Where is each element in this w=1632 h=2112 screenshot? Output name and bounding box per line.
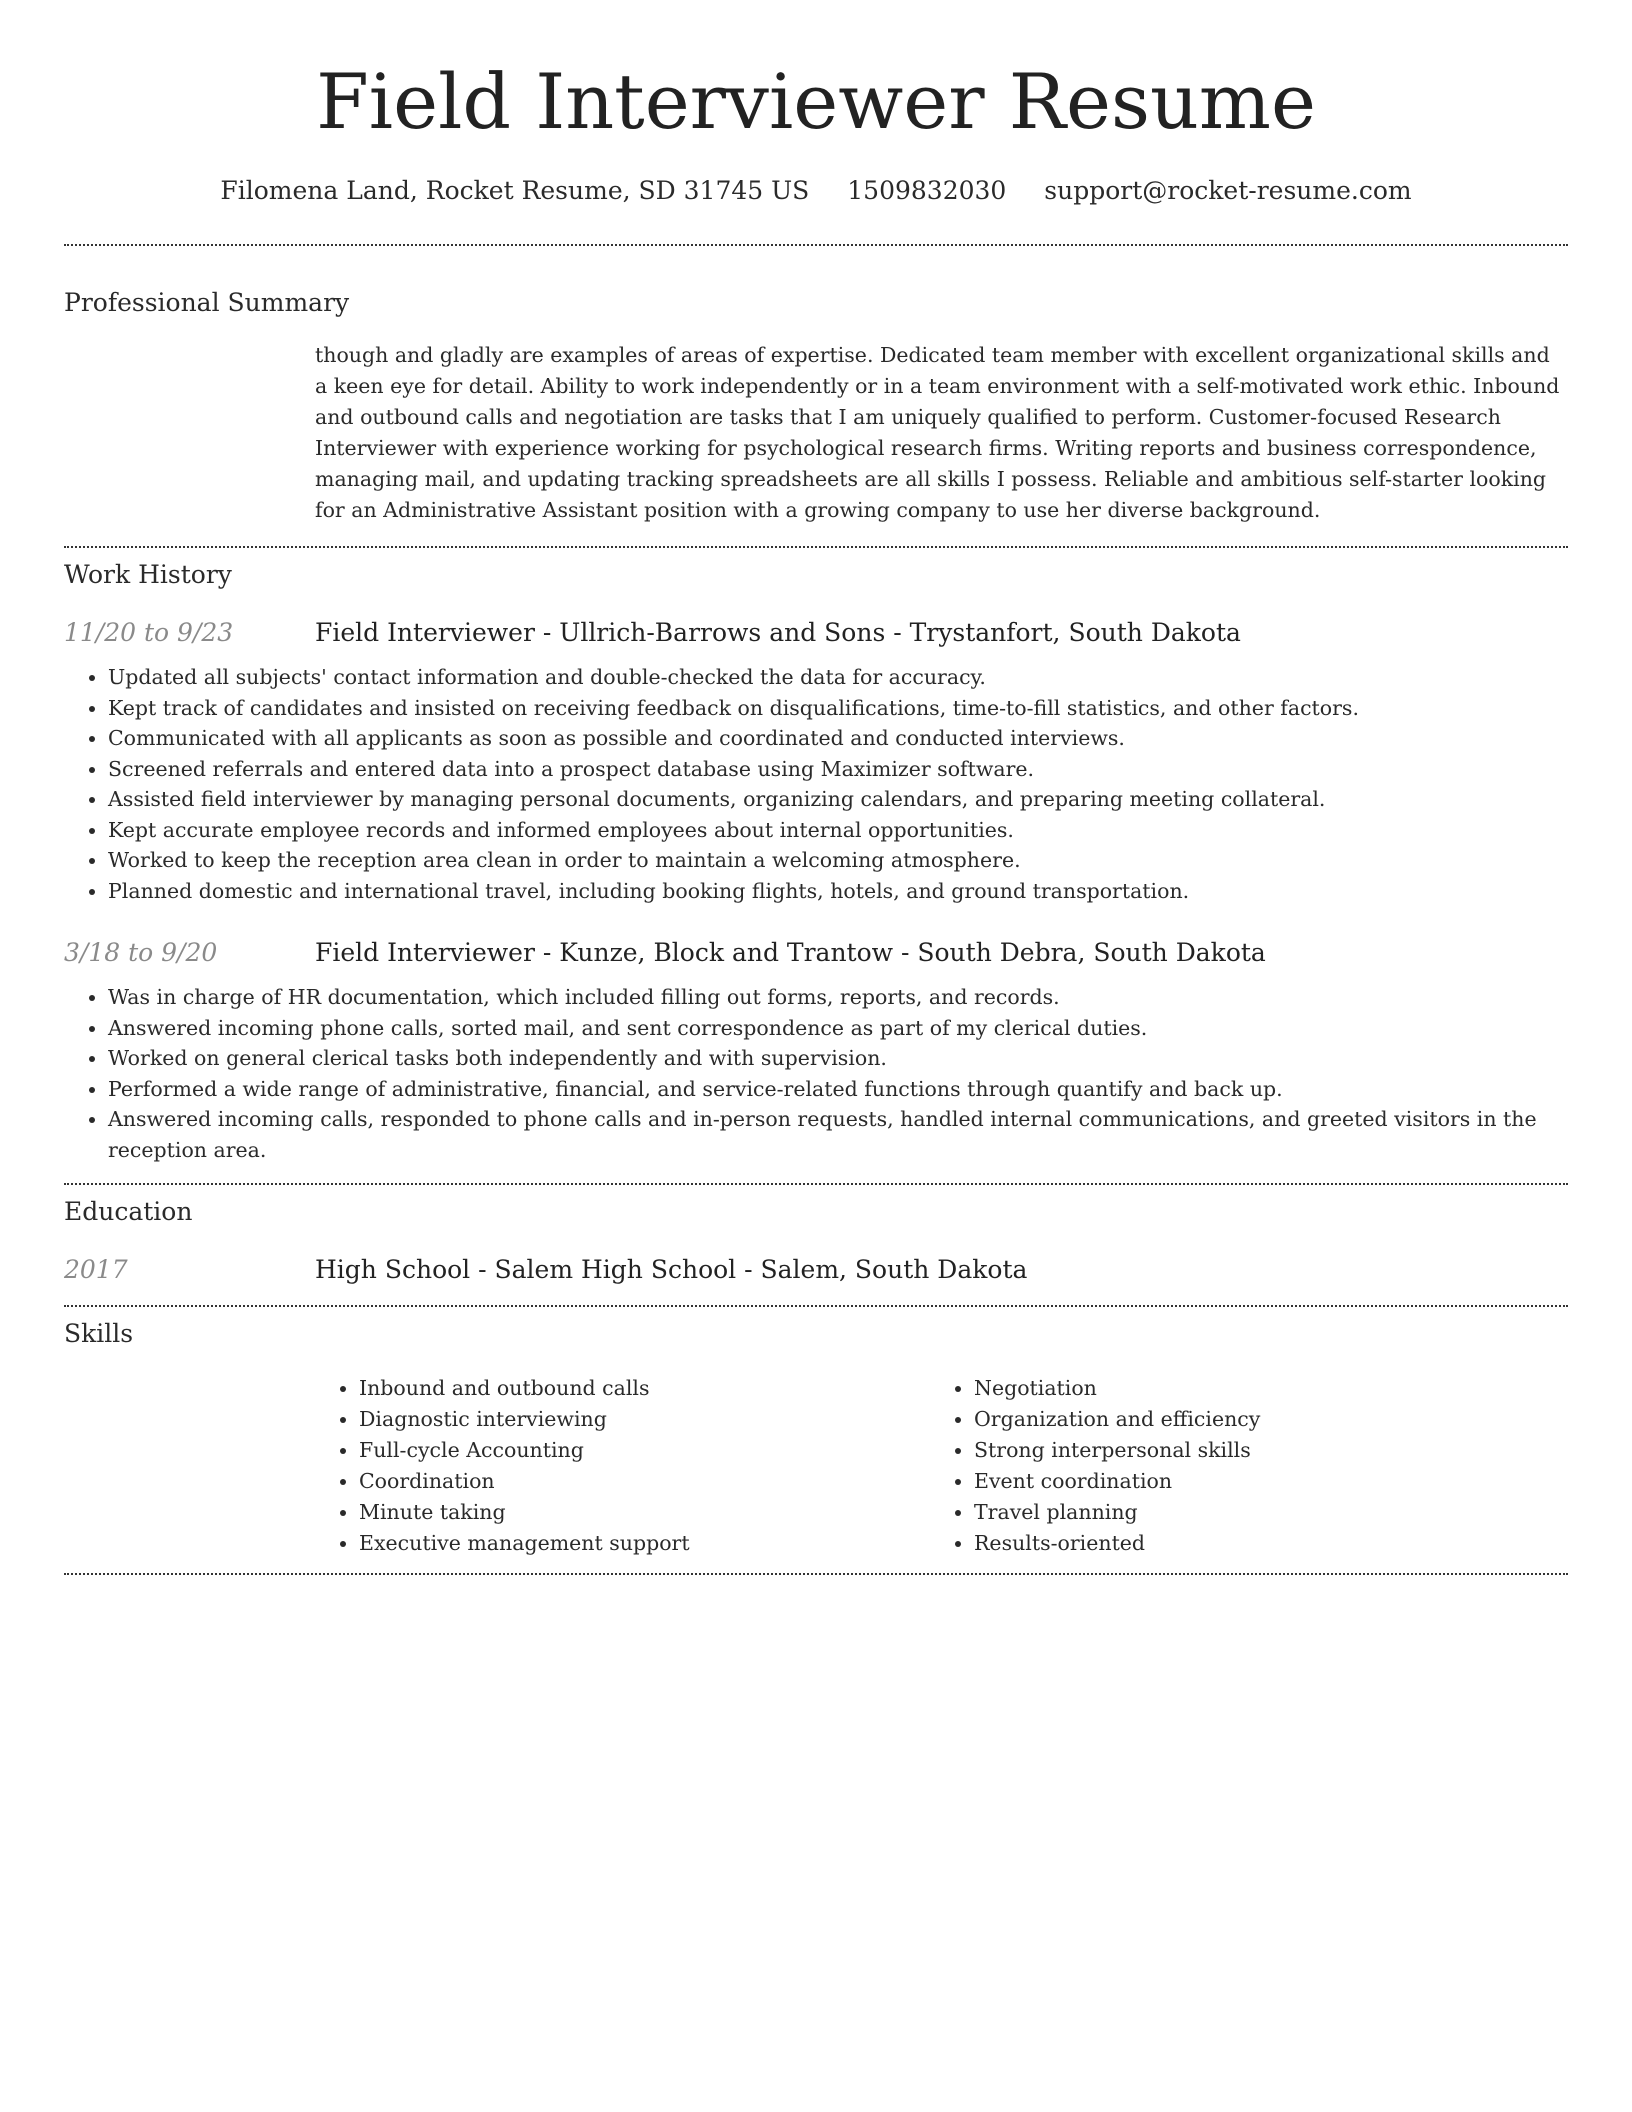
skill-item: • Strong interpersonal skills (974, 1435, 1545, 1466)
skill-item: • Organization and efficiency (974, 1404, 1545, 1435)
education-title: High School - Salem High School - Salem, South Dakota (315, 1255, 1028, 1284)
education-year: 2017 (64, 1255, 128, 1284)
summary-heading: Professional Summary (64, 288, 350, 317)
skills-heading: Skills (64, 1319, 134, 1348)
skills-list-right (930, 1373, 1545, 1559)
skill-item: • Event coordination (974, 1466, 1545, 1497)
skill-item: • Negotiation (974, 1373, 1545, 1404)
job-bullets (64, 982, 1568, 1165)
job-bullet: • Assisted field interviewer by managing personal documents, organizing calendars, and preparing meeting collateral. (108, 784, 1568, 815)
job-dates: 3/18 to 9/20 (64, 938, 218, 967)
job-bullet: • Was in charge of HR documentation, which included filling out forms, reports, and records. (108, 982, 1568, 1013)
skill-item: • Inbound and outbound calls (359, 1373, 930, 1404)
job-bullet: • Answered incoming calls, responded to phone calls and in-person requests, handled internal communications, and greeted visitors in the reception area. (108, 1104, 1568, 1165)
education-heading: Education (64, 1197, 193, 1226)
work-history-heading: Work History (64, 560, 232, 589)
contact-line (64, 174, 1568, 208)
resume-title: Field Interviewer Resume (316, 57, 1316, 146)
job-bullets (64, 662, 1568, 906)
job-bullet: • Worked to keep the reception area clean in order to maintain a welcoming atmosphere. (108, 845, 1568, 876)
job-entry (64, 616, 1568, 906)
skills-list-left (315, 1373, 930, 1559)
job-dates: 11/20 to 9/23 (64, 618, 234, 647)
contact-email: support@rocket-resume.com (1044, 176, 1412, 205)
job-bullet: • Answered incoming phone calls, sorted mail, and sent correspondence as part of my clerical duties. (108, 1013, 1568, 1044)
section-divider (64, 244, 1568, 246)
job-bullet: • Planned domestic and international travel, including booking flights, hotels, and ground transportation. (108, 876, 1568, 907)
job-entry (64, 936, 1568, 1165)
job-bullet: • Worked on general clerical tasks both independently and with supervision. (108, 1043, 1568, 1074)
section-divider (64, 1183, 1568, 1185)
skills-columns (315, 1373, 1568, 1559)
section-divider (64, 1305, 1568, 1307)
skill-item: • Travel planning (974, 1497, 1545, 1528)
job-bullet: • Updated all subjects' contact information and double-checked the data for accuracy. (108, 662, 1568, 693)
job-title: Field Interviewer - Ullrich-Barrows and Sons - Trystanfort, South Dakota (315, 618, 1241, 647)
skill-item: • Results-oriented (974, 1528, 1545, 1559)
skill-item: • Minute taking (359, 1497, 930, 1528)
skill-item: • Coordination (359, 1466, 930, 1497)
section-divider (64, 1573, 1568, 1575)
skill-item: • Executive management support (359, 1528, 930, 1559)
summary-text: though and gladly are examples of areas of expertise. Dedicated team member with excellent organizational skills and a keen eye for detail. Ability to work independently or in a team environment with a self-motivated work ethic. Inbound and outbound calls and negotiation are tasks that I am uniquely qualified to perform. Customer-focused Research Interviewer with experience working for psychological research firms. Writing reports and business correspondence, managing mail, and updating tracking spreadsheets are all skills I possess. Reliable and ambitious self-starter looking for an Administrative Assistant position with a growing company to use her diverse background. (315, 343, 1560, 522)
job-bullet: • Kept track of candidates and insisted on receiving feedback on disqualifications, time-to-fill statistics, and other factors. (108, 693, 1568, 724)
job-bullet: • Communicated with all applicants as soon as possible and coordinated and conducted interviews. (108, 723, 1568, 754)
job-bullet: • Screened referrals and entered data into a prospect database using Maximizer software. (108, 754, 1568, 785)
contact-phone: 1509832030 (847, 176, 1007, 205)
education-entry (64, 1253, 1568, 1287)
job-title: Field Interviewer - Kunze, Block and Trantow - South Debra, South Dakota (315, 938, 1266, 967)
skill-item: • Diagnostic interviewing (359, 1404, 930, 1435)
job-bullet: • Performed a wide range of administrative, financial, and service-related functions through quantify and back up. (108, 1074, 1568, 1105)
skill-item: • Full-cycle Accounting (359, 1435, 930, 1466)
contact-address: Filomena Land, Rocket Resume, SD 31745 US (220, 176, 810, 205)
job-bullet: • Kept accurate employee records and informed employees about internal opportunities. (108, 815, 1568, 846)
section-divider (64, 546, 1568, 548)
